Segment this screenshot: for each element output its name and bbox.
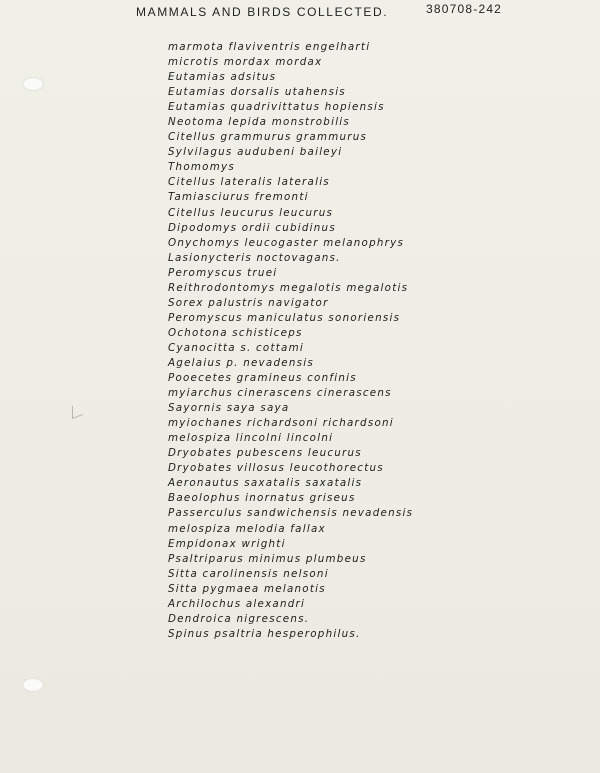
page-title: MAMMALS AND BIRDS COLLECTED.	[136, 5, 389, 19]
species-entry: Sitta carolinensis nelsoni	[168, 567, 329, 580]
species-entry: Passerculus sandwichensis nevadensis	[168, 507, 414, 520]
species-entry: Thomomys	[168, 161, 235, 174]
species-entry: Peromyscus truei	[168, 266, 278, 279]
species-entry: Eutamias adsitus	[168, 71, 277, 84]
species-entry: Citellus grammurus grammurus	[168, 131, 368, 144]
punch-hole-bottom	[22, 678, 44, 692]
species-entry: Sorex palustris navigator	[168, 296, 329, 309]
species-list	[168, 40, 413, 642]
species-entry: Dendroica nigrescens.	[168, 612, 310, 625]
species-entry: marmota flaviventris engelharti	[168, 41, 371, 53]
species-entry: Lasionycteris noctovagans.	[168, 251, 341, 264]
species-entry: Ochotona schisticeps	[168, 326, 303, 339]
record-id: 380708-242	[426, 2, 503, 16]
pencil-mark	[72, 402, 83, 419]
species-entry: Dryobates pubescens leucurus	[168, 447, 362, 460]
species-entry: Pooecetes gramineus confinis	[168, 372, 357, 385]
species-entry: Peromyscus maniculatus sonoriensis	[168, 311, 401, 324]
species-entry: Aeronautus saxatalis saxatalis	[168, 477, 363, 490]
species-entry: Eutamias quadrivittatus hopiensis	[168, 101, 385, 114]
species-entry: Citellus leucurus leucurus	[168, 206, 334, 219]
species-entry: Archilochus alexandri	[168, 597, 306, 610]
punch-hole-top	[22, 77, 44, 91]
species-entry: Onychomys leucogaster melanophrys	[168, 236, 405, 249]
species-entry: myiochanes richardsoni richardsoni	[168, 417, 394, 430]
species-entry: Spinus psaltria hesperophilus.	[168, 627, 361, 640]
species-entry: Dryobates villosus leucothorectus	[168, 462, 384, 475]
species-entry: melospiza melodia fallax	[168, 522, 326, 535]
species-entry: Sylvilagus audubeni baileyi	[168, 146, 343, 159]
species-entry: Psaltriparus minimus plumbeus	[168, 552, 367, 565]
species-entry: Reithrodontomys megalotis megalotis	[168, 281, 409, 294]
species-entry: myiarchus cinerascens cinerascens	[168, 387, 392, 400]
species-entry: Baeolophus inornatus griseus	[168, 492, 356, 505]
species-entry: Tamiasciurus fremonti	[168, 191, 309, 204]
species-entry: Cyanocitta s. cottami	[168, 341, 304, 354]
species-entry: Sayornis saya saya	[168, 402, 290, 415]
species-entry: Sitta pygmaea melanotis	[168, 582, 326, 595]
species-entry: melospiza lincolni lincolni	[168, 432, 334, 445]
species-entry: microtis mordax mordax	[168, 56, 323, 69]
species-entry: Empidonax wrighti	[168, 537, 286, 550]
species-entry: Neotoma lepida monstrobilis	[168, 116, 351, 129]
species-entry: Agelaius p. nevadensis	[168, 356, 314, 369]
species-entry: Dipodomys ordii cubidinus	[168, 221, 336, 234]
species-entry: Eutamias dorsalis utahensis	[168, 86, 346, 99]
species-entry: Citellus lateralis lateralis	[168, 176, 330, 189]
